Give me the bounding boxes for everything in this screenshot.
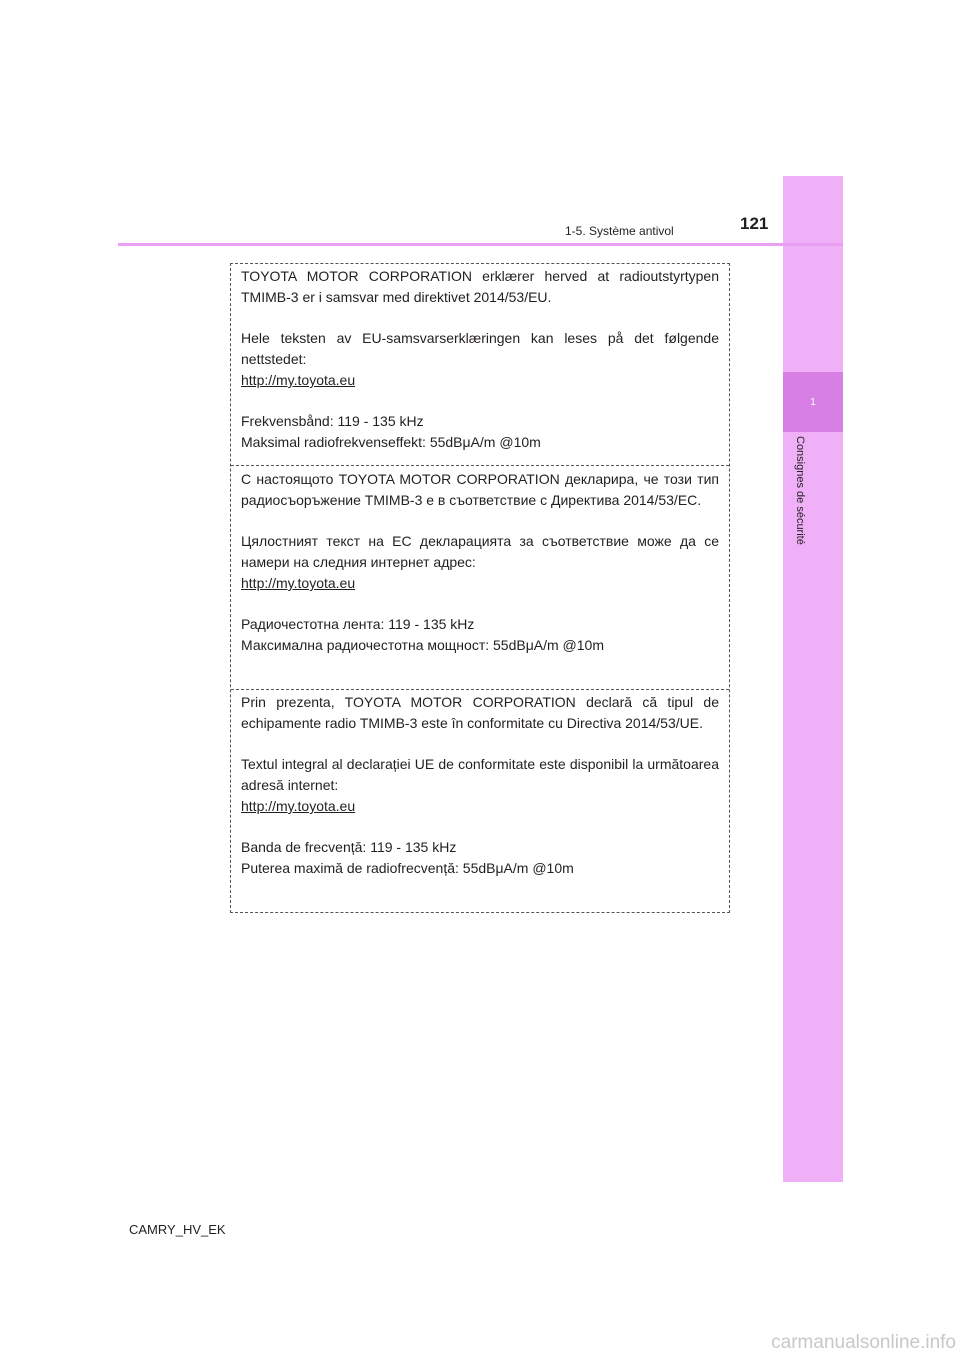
declaration-bulgarian [231, 469, 729, 656]
declaration-intro: TOYOTA MOTOR CORPORATION erklærer herved at radioutstyrtypen TMIMB-3 er i samsvar med direktivet 2014/53/EU. [241, 268, 719, 305]
frequency-band: Banda de frecvență: 119 - 135 kHz [241, 839, 457, 855]
chapter-number-tab [783, 372, 843, 432]
declaration-fulltext: Hele teksten av EU-samsvarserklæringen kan leses på det følgende nettstedet: [241, 330, 719, 367]
chapter-side-tab [783, 176, 843, 1182]
declaration-fulltext: Textul integral al declarației UE de conformitate este disponibil la următoarea adresă internet: [241, 756, 719, 793]
chapter-number: 1 [810, 396, 816, 408]
max-power: Maksimal radiofrekvenseffekt: 55dBμA/m @10m [241, 434, 541, 450]
declaration-link[interactable]: http://my.toyota.eu [241, 798, 356, 814]
frequency-band: Радиочестотна лента: 119 - 135 kHz [241, 616, 475, 632]
watermark: carmanualsonline.info [771, 1332, 956, 1353]
section-title: 1-5. Système antivol [565, 224, 674, 238]
max-power: Puterea maximă de radiofrecvență: 55dBμA/m @10m [241, 860, 574, 876]
block-separator [231, 689, 729, 690]
frequency-band: Frekvensbånd: 119 - 135 kHz [241, 413, 424, 429]
chapter-title-vertical: Consignes de sécurité [794, 436, 806, 545]
declaration-norwegian [231, 266, 729, 453]
block-separator [231, 465, 729, 466]
declaration-box [230, 263, 730, 913]
declaration-link[interactable]: http://my.toyota.eu [241, 575, 356, 591]
declaration-intro: С настоящото TOYOTA MOTOR CORPORATION декларира, че този тип радиосъоръжение TMIMB-3 е в съответствие с Директива 2014/53/ЕС. [241, 471, 719, 508]
page-number: 121 [740, 214, 769, 233]
declaration-fulltext: Цялостният текст на ЕС декларацията за съответствие може да се намери на следния интернет адрес: [241, 533, 719, 570]
declaration-intro: Prin prezenta, TOYOTA MOTOR CORPORATION declară că tipul de echipamente radio TMIMB-3 este în conformitate cu Directiva 2014/53/UE. [241, 694, 719, 731]
model-code: CAMRY_HV_EK [129, 1222, 226, 1237]
max-power: Максимална радиочестотна мощност: 55dBμA/m @10m [241, 637, 604, 653]
declaration-link[interactable]: http://my.toyota.eu [241, 372, 356, 388]
header-rule [118, 243, 843, 246]
declaration-romanian [231, 692, 729, 879]
